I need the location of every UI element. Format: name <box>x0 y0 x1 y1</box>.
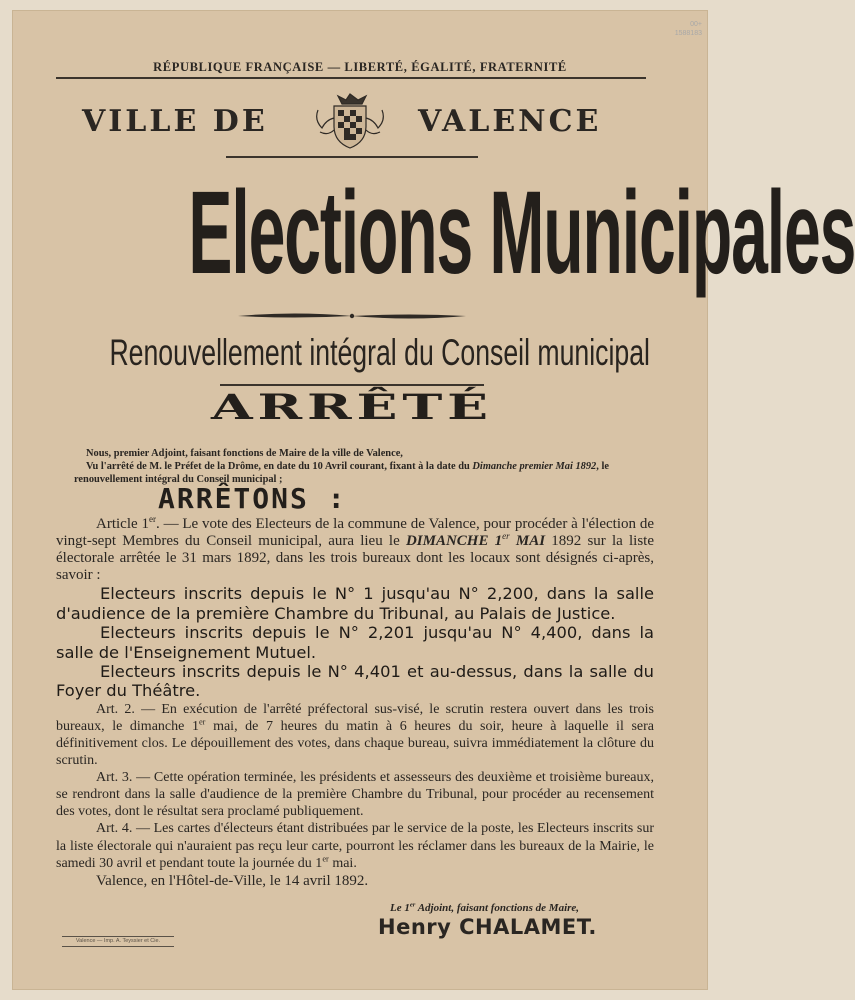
article-1-date-a: DIMANCHE 1 <box>405 533 503 550</box>
signatory-role-b: Adjoint, faisant fonctions de Maire, <box>415 902 580 914</box>
article-2-text-b: mai, de 7 heures du matin à 6 heures du soir, heure à laquelle il sera définitivement clos. Le dépouillement des votes, dans chaque bureau, suivra immédiatement la clôture du scrutin. <box>56 718 654 769</box>
subtitle-rule <box>220 384 484 386</box>
preamble <box>74 447 654 486</box>
article-2 <box>56 701 654 769</box>
signatory-role-sup: er <box>409 901 416 909</box>
article-3: Art. 3. — Cette opération terminée, les présidents et assesseurs des deuxième et troisième bureaux, se rendront dans la salle d'audience de la première Chambre du Tribunal, pour procéder au recensement des votes, dont le résultat sera proclamé publiquement. <box>56 770 654 820</box>
article-4-text-a: Art. 4. — Les cartes d'électeurs étant distribuées par le service de la poste, les Electeurs inscrits sur la liste électorale qui n'auraient pas reçu leur carte, pourront les réclamer dans les bureaux de la Mairie, le samedi 30 avril et pendant toute la journée du 1 <box>56 821 654 871</box>
decree-heading: ARRÊTÉ <box>211 387 493 428</box>
printer-imprint: Valence — Imp. A. Teyssier et Cie. <box>75 938 161 944</box>
signatory-role <box>390 902 579 914</box>
polling-station-1: Electeurs inscrits depuis le N° 1 jusqu'au N° 2,200, dans la salle d'audience de la première Chambre du Tribunal, au Palais de Justice. <box>56 584 654 623</box>
article-1-date-sup: er <box>502 531 510 542</box>
article-1-date-b: MAI <box>509 533 546 550</box>
printer-rule-top <box>62 936 174 937</box>
main-headline: Elections Municipales <box>188 167 855 299</box>
polling-station-2: Electeurs inscrits depuis le N° 2,201 jusqu'au N° 4,400, dans la salle de l'Enseignement Mutuel. <box>56 623 654 662</box>
article-1 <box>56 516 654 584</box>
town-title-left: VILLE DE <box>82 104 268 139</box>
ornamental-divider-icon <box>236 310 468 322</box>
article-2-sup: er <box>198 717 206 727</box>
signatory-name: Henry CHALAMET. <box>378 915 597 939</box>
decree-body <box>56 516 654 890</box>
article-1-label: Article 1 <box>96 516 149 532</box>
article-4-text-b: mai. <box>328 855 357 871</box>
republic-motto: RÉPUBLIQUE FRANÇAISE — LIBERTÉ, ÉGALITÉ, FRATERNITÉ <box>153 60 567 74</box>
top-rule <box>56 77 646 79</box>
decree-declaration: ARRÊTONS : <box>158 482 347 515</box>
place-and-date: Valence, en l'Hôtel-de-Ville, le 14 avril 1892. <box>96 872 369 889</box>
signatory-role-a: Le 1 <box>390 902 410 914</box>
town-title-right: VALENCE <box>418 104 602 139</box>
article-1-label-sup: er <box>148 514 156 524</box>
article-1-text-b: 1892 sur la liste électorale arrêtée le 31 mars 1892, dans les trois bureaux dont les locaux sont désignés ci-après, savoir : <box>56 533 655 584</box>
article-1-text-a: . — Le vote des Electeurs de la commune de Valence, pour procéder à l'élection de vingt-sept Membres du Conseil municipal, aura lieu le <box>56 516 654 550</box>
printer-rule-bottom <box>62 946 174 947</box>
election-date: Dimanche premier Mai 1892 <box>472 461 597 472</box>
preamble-text-end: , le renouvellement intégral du Conseil municipal ; <box>74 461 609 485</box>
preamble-text-start: Vu l'arrêté de M. le Préfet de la Drôme, en date du 10 Avril courant, fixant à la date du <box>86 461 473 472</box>
article-2-text-a: Art. 2. — En exécution de l'arrêté préfectoral sus-visé, le scrutin restera ouvert dans les trois bureaux, le dimanche 1 <box>56 701 654 734</box>
subtitle: Renouvellement intégral du Conseil municipal <box>109 332 650 373</box>
article-4 <box>56 820 654 871</box>
archive-pencil-note: 00+ 1588183 <box>674 21 702 37</box>
town-title-row <box>12 90 708 150</box>
polling-station-3: Electeurs inscrits depuis le N° 4,401 et au-dessus, dans la salle du Foyer du Théâtre. <box>56 662 654 701</box>
preamble-line-1: Nous, premier Adjoint, faisant fonctions de Maire de la ville de Valence, <box>86 448 403 459</box>
coat-of-arms-icon <box>312 90 388 152</box>
poster-sheet <box>12 10 855 990</box>
article-4-sup: er <box>322 854 329 863</box>
